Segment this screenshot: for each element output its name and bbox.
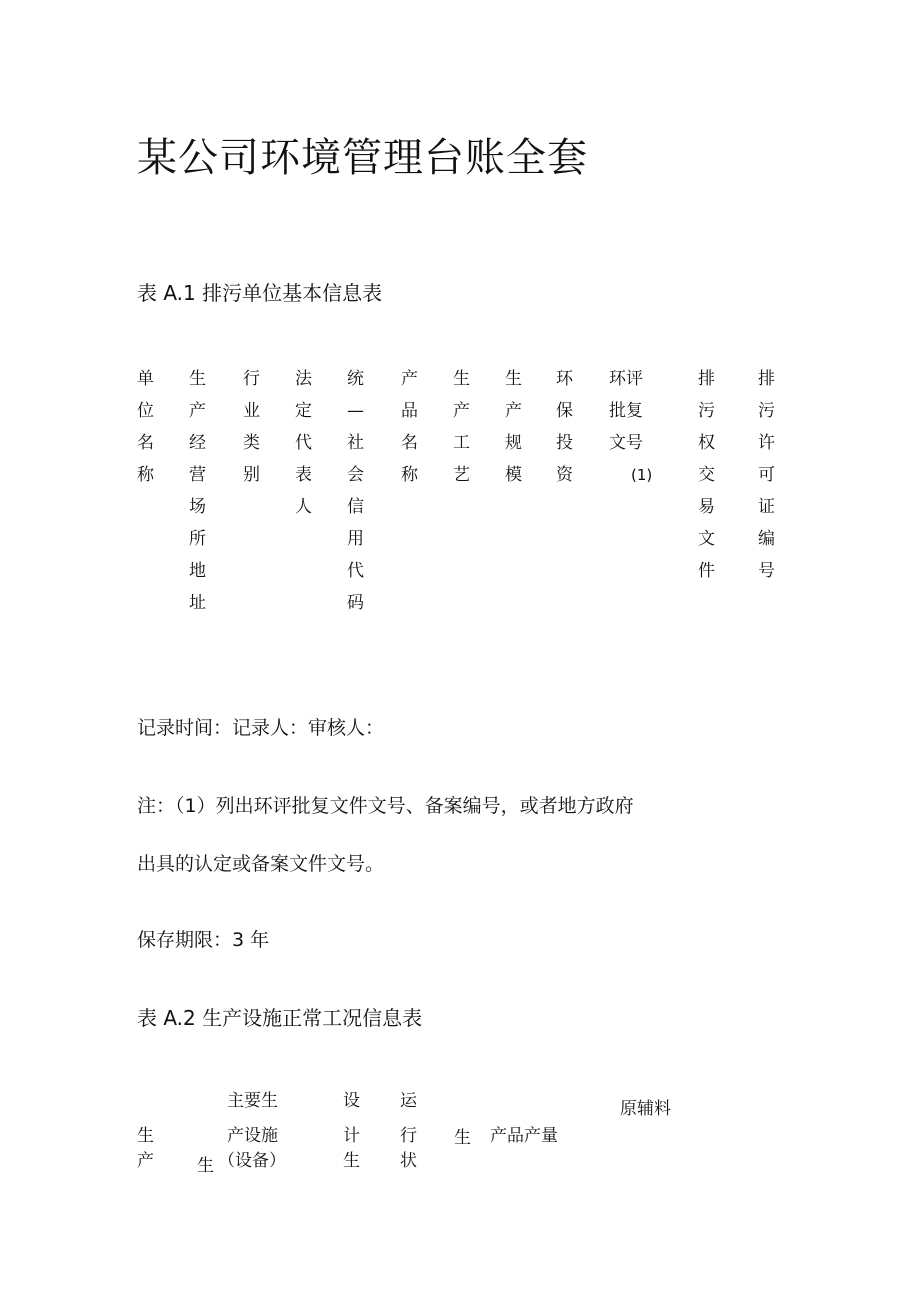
a1-column-char: 排	[698, 369, 715, 389]
header-raw-materials: 原辅料	[620, 1099, 671, 1119]
header-main-facility-line1: 主要生	[227, 1091, 278, 1111]
a1-column-char: 所	[189, 529, 206, 549]
a1-column-header	[453, 363, 483, 491]
a1-column-char: 投	[556, 433, 573, 453]
a1-column-char: 名	[137, 433, 154, 453]
a1-column-char: 生	[189, 369, 206, 389]
a1-column-char: 生	[453, 369, 470, 389]
a1-column-header	[698, 363, 728, 587]
header-production-line1: 生	[137, 1126, 154, 1146]
a1-column-char: 文	[698, 529, 715, 549]
a1-column-header	[347, 363, 377, 619]
header-design-line1: 设	[343, 1091, 360, 1111]
header-main-facility-line3: （设备）	[218, 1151, 286, 1171]
a1-column-header	[137, 363, 167, 491]
a1-column-char: 表	[295, 465, 312, 485]
header-sheng-small: 生	[197, 1156, 214, 1176]
table-a2-caption: 表 A.2 生产设施正常工况信息表	[137, 1006, 423, 1030]
a1-column-char: 污	[698, 401, 715, 421]
a1-column-char: 业	[243, 401, 260, 421]
a1-column-char: 艺	[453, 465, 470, 485]
a1-column-char: 社	[347, 433, 364, 453]
a1-column-line: 文号	[609, 433, 643, 453]
a1-column-char: 会	[347, 465, 364, 485]
header-production-line2: 产	[137, 1151, 154, 1171]
page-title: 某公司环境管理台账全套	[137, 135, 588, 181]
a1-column-char: 产	[189, 401, 206, 421]
a1-column-char: 环	[556, 369, 573, 389]
a1-column-char: 件	[698, 561, 715, 581]
a1-column-char: 品	[401, 401, 418, 421]
a1-column-char: 地	[189, 561, 206, 581]
a1-column-char: 生	[505, 369, 522, 389]
header-product-output: 产品产量	[490, 1126, 558, 1146]
a1-column-char: 代	[295, 433, 312, 453]
a1-column-header	[609, 363, 669, 491]
header-design-line2: 计	[343, 1126, 360, 1146]
a1-column-char: 用	[347, 529, 364, 549]
a1-column-char: 营	[189, 465, 206, 485]
a1-column-header	[505, 363, 535, 491]
a1-column-char: 产	[453, 401, 470, 421]
a1-column-char: 信	[347, 497, 364, 517]
a1-column-char: 行	[243, 369, 260, 389]
a1-column-char: 保	[556, 401, 573, 421]
a1-column-header	[556, 363, 586, 491]
a1-column-char: 工	[453, 433, 470, 453]
a1-column-header	[758, 363, 788, 587]
a1-column-char: 号	[758, 561, 775, 581]
a1-column-char: 类	[243, 433, 260, 453]
a1-column-char: 法	[295, 369, 312, 389]
header-design-line3: 生	[343, 1151, 360, 1171]
a1-column-char: 模	[505, 465, 522, 485]
a1-column-char: 统	[347, 369, 364, 389]
a1-column-char: 易	[698, 497, 715, 517]
a1-column-char: 单	[137, 369, 154, 389]
a1-column-char: 址	[189, 593, 206, 613]
a1-column-header	[243, 363, 273, 491]
a1-column-char: 经	[189, 433, 206, 453]
a1-column-char: 污	[758, 401, 775, 421]
a1-column-header	[401, 363, 431, 491]
a1-column-char: 交	[698, 465, 715, 485]
a1-column-char: 场	[189, 497, 206, 517]
header-operation-line1: 运	[400, 1091, 417, 1111]
note-line-2: 出具的认定或备案文件文号。	[137, 853, 385, 875]
header-sheng-mid: 生	[454, 1128, 471, 1148]
a1-column-line: 批复	[609, 401, 643, 421]
a1-column-char: 排	[758, 369, 775, 389]
retention-period: 保存期限：3 年	[137, 929, 270, 951]
a1-column-char: 证	[758, 497, 775, 517]
a1-column-char: 名	[401, 433, 418, 453]
a1-column-char: 称	[137, 465, 154, 485]
a1-column-char: 规	[505, 433, 522, 453]
a1-column-char: 代	[347, 561, 364, 581]
header-operation-line3: 状	[400, 1151, 417, 1171]
a1-column-char: 权	[698, 433, 715, 453]
a1-column-char: 产	[505, 401, 522, 421]
a1-column-line: 环评	[609, 369, 643, 389]
a1-column-char: 资	[556, 465, 573, 485]
a1-column-char: 位	[137, 401, 154, 421]
a1-column-char: 编	[758, 529, 775, 549]
record-line: 记录时间：记录人：审核人：	[137, 717, 385, 739]
a1-column-char: 码	[347, 593, 364, 613]
a1-column-char: 人	[295, 497, 312, 517]
header-main-facility-line2: 产设施	[227, 1126, 278, 1146]
a1-column-char: —	[347, 401, 364, 421]
header-operation-line2: 行	[400, 1126, 417, 1146]
a1-column-line: (1)	[631, 466, 653, 484]
a1-column-char: 称	[401, 465, 418, 485]
a1-column-header	[189, 363, 219, 619]
a1-column-char: 产	[401, 369, 418, 389]
a1-column-char: 别	[243, 465, 260, 485]
a1-column-header	[295, 363, 325, 523]
table-a1-caption: 表 A.1 排污单位基本信息表	[137, 281, 383, 305]
a1-column-char: 许	[758, 433, 775, 453]
a1-column-char: 可	[758, 465, 775, 485]
a1-column-char: 定	[295, 401, 312, 421]
note-line-1: 注：（1）列出环评批复文件文号、备案编号，或者地方政府	[137, 795, 634, 817]
